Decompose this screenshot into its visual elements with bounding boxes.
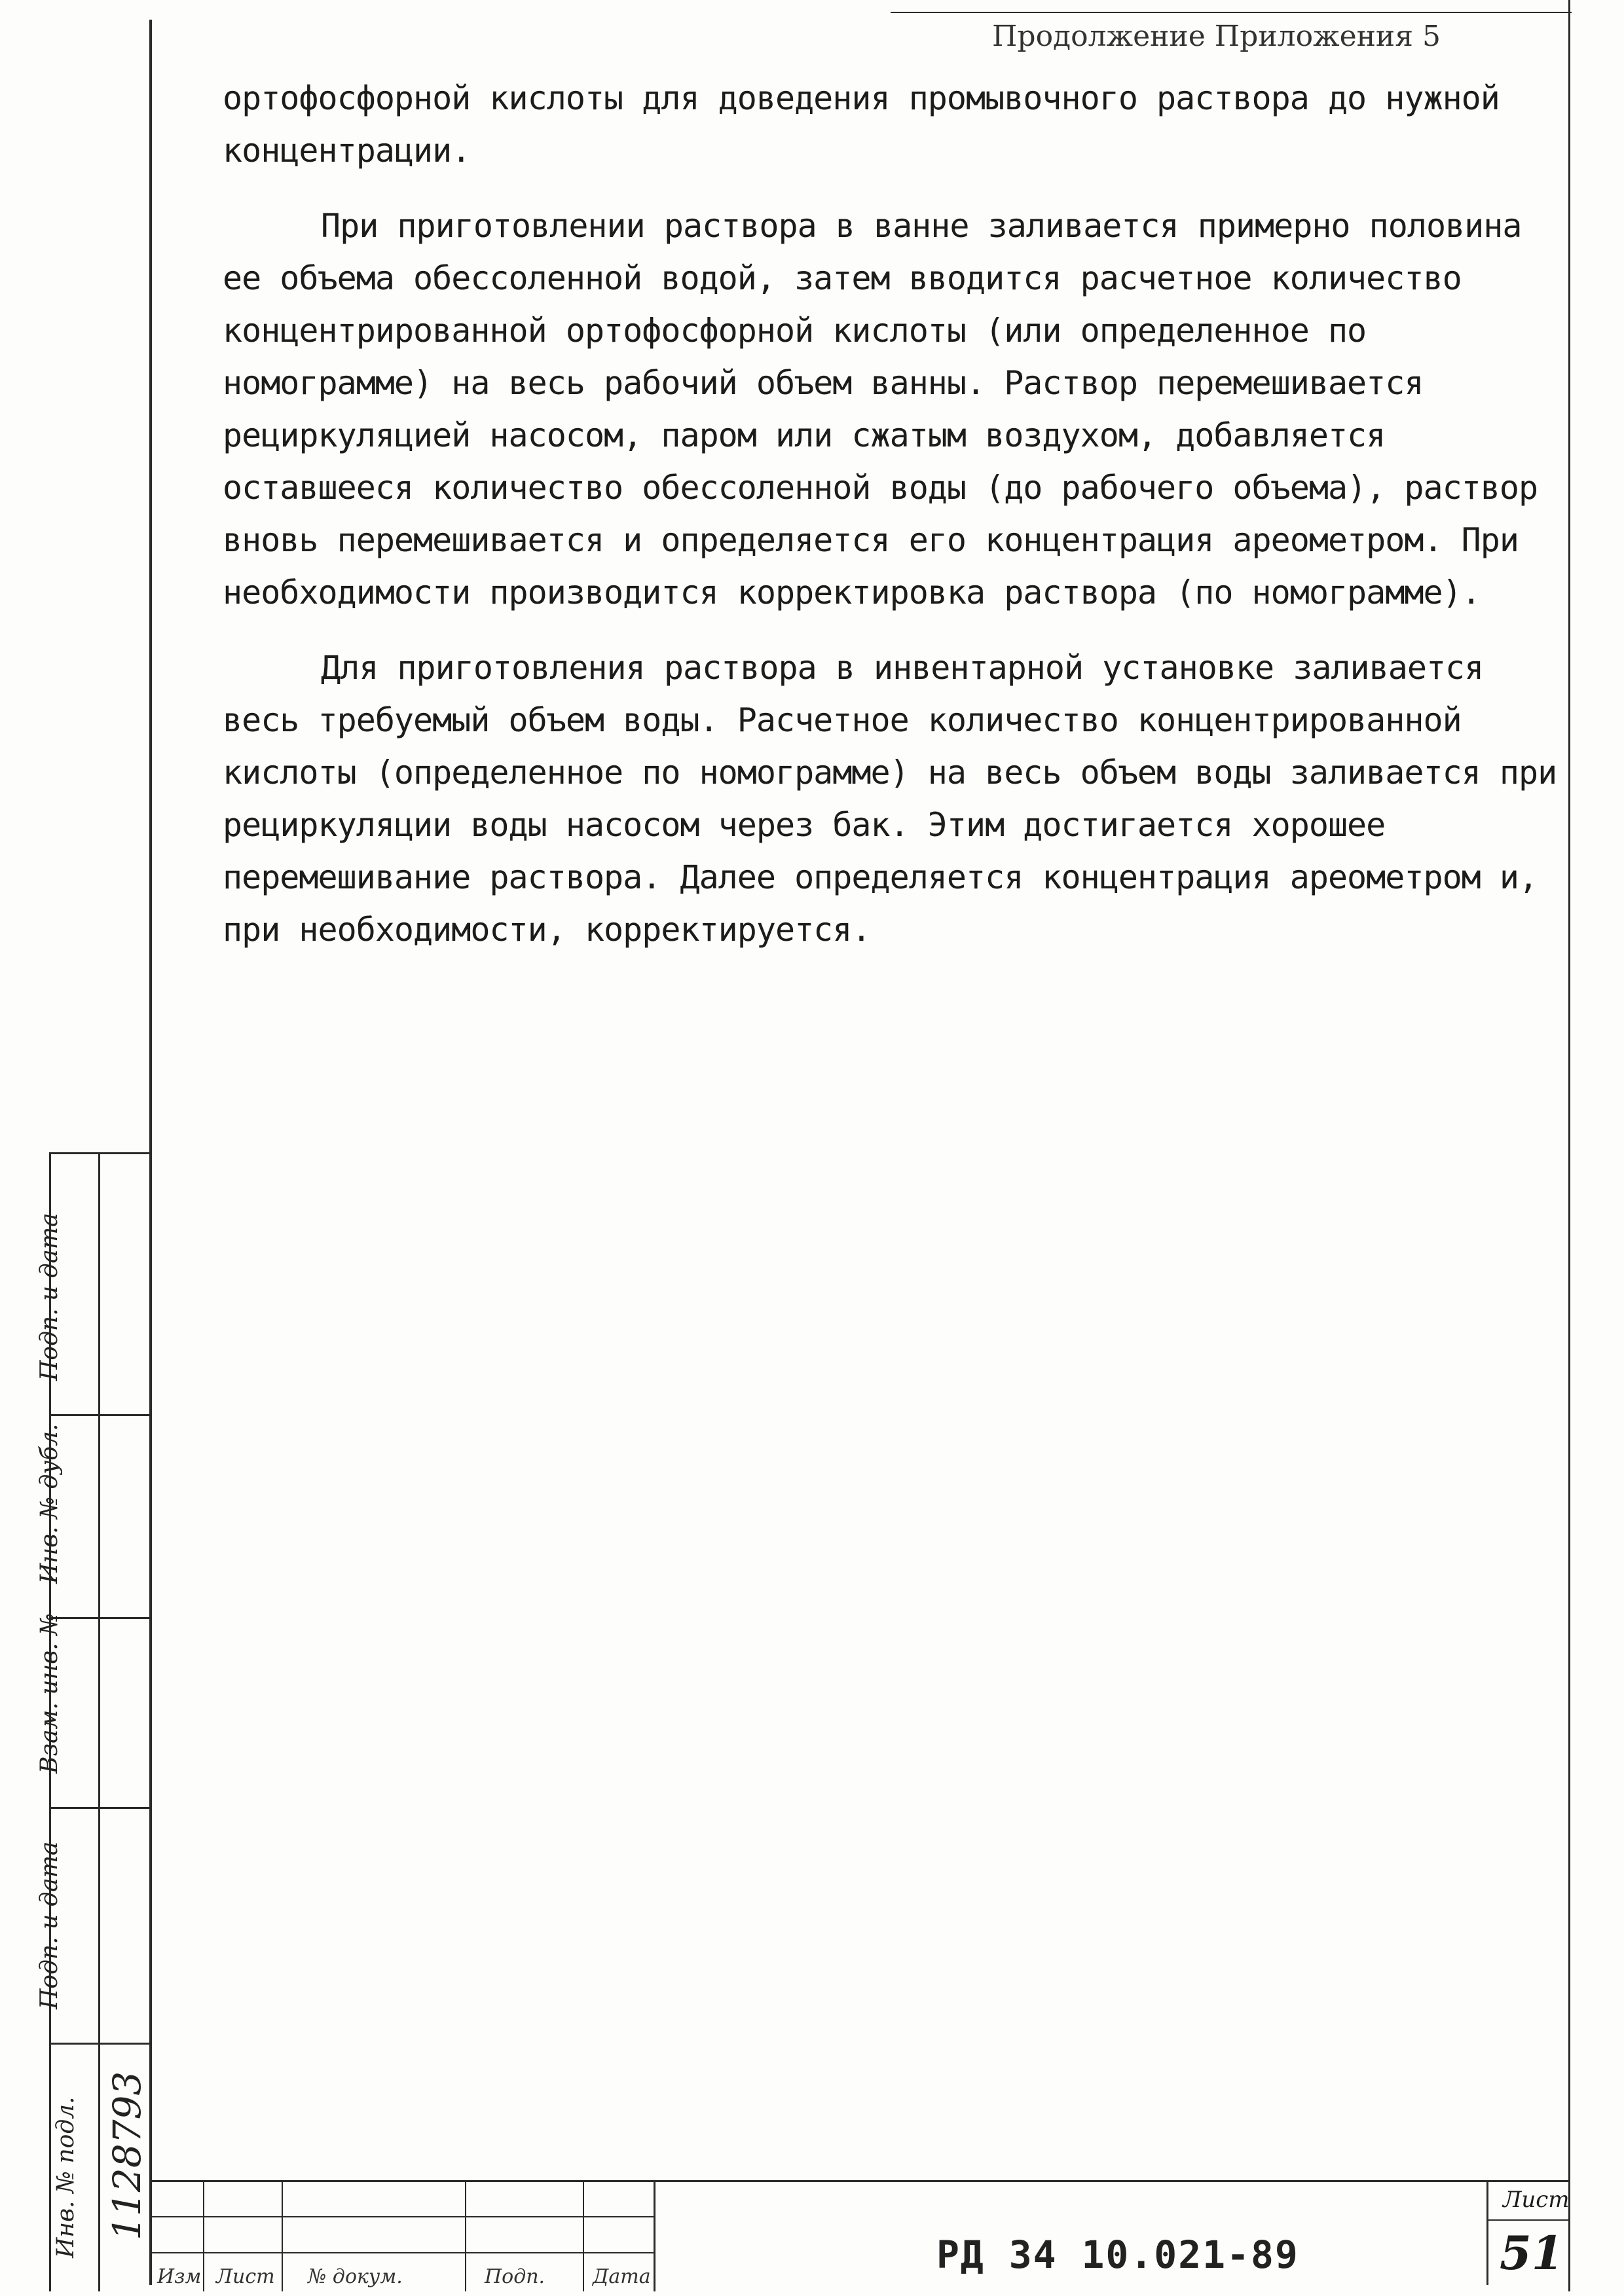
col-label-izm: Изм: [157, 2265, 202, 2288]
stamp-row-line-1: [49, 1152, 151, 1154]
title-block-col-2: [282, 2180, 283, 2291]
title-block-col-1: [203, 2180, 204, 2291]
stamp-row-line-4: [49, 1807, 151, 1809]
stamp-inv-number: 1128793: [105, 2071, 149, 2240]
title-block-col-4: [583, 2180, 584, 2291]
stamp-row-line-5: [49, 2043, 151, 2045]
body-text: [223, 72, 1572, 979]
stamp-sign-date-2: Подп. и дата: [36, 1841, 63, 2009]
page-header: Продолжение Приложения 5: [992, 20, 1441, 53]
sheet-label: Лист: [1503, 2187, 1570, 2213]
title-block-row-1: [149, 2216, 654, 2217]
stamp-row-line-3: [49, 1617, 151, 1619]
top-frame-line: [891, 12, 1572, 13]
sheet-number: 51: [1500, 2226, 1564, 2280]
col-label-date: Дата: [593, 2265, 651, 2288]
sheet-box-divider: [1486, 2219, 1570, 2221]
paragraph-1: ортофосфорной кислоты для доведения промывочного раствора до нужной концентрации.: [223, 79, 1500, 170]
title-block-col-5: [654, 2180, 655, 2291]
document-code: РД 34 10.021-89: [936, 2232, 1299, 2277]
title-block-row-2: [149, 2252, 654, 2253]
col-label-doc: № докум.: [308, 2265, 403, 2288]
title-block-top-line: [149, 2180, 1570, 2182]
stamp-inv-dubl: Инв. № дубл.: [36, 1423, 63, 1584]
col-label-sign: Подп.: [485, 2265, 545, 2288]
title-block-col-3: [465, 2180, 466, 2291]
paragraph-2: При приготовлении раствора в ванне заливается примерно половина ее объема обессоленной водой, затем вводится расчетное количество концентрированной ортофосфорной кислоты (или определенное по номограмме) на весь рабочий объем ванны. Раствор перемешивается рециркуляцией насосом, паром или сжатым воздухом, добавляется оставшееся количество обессоленной воды (до рабочего объема), раствор вновь перемешивается и определяется его концентрация ареометром. При необходимости производится корректировка раствора (по номограмме).: [223, 207, 1538, 611]
stamp-row-line-2: [49, 1414, 151, 1416]
paragraph-3: Для приготовления раствора в инвентарной установке заливается весь требуемый объем воды. Расчетное количество концентрированной кислоты (определенное по номограмме) на весь объем воды заливается при рециркуляции воды насосом через бак. Этим достигается хорошее перемешивание раствора. Далее определяется концентрация ареометром и, при необходимости, корректируется.: [223, 649, 1557, 949]
stamp-sign-date: Подп. и дата: [36, 1212, 63, 1381]
col-label-list: Лист: [216, 2265, 275, 2288]
stamp-vzam-inv: Взам. инв. №: [36, 1613, 63, 1774]
stamp-inv-orig: Инв. № подл.: [52, 2096, 79, 2258]
